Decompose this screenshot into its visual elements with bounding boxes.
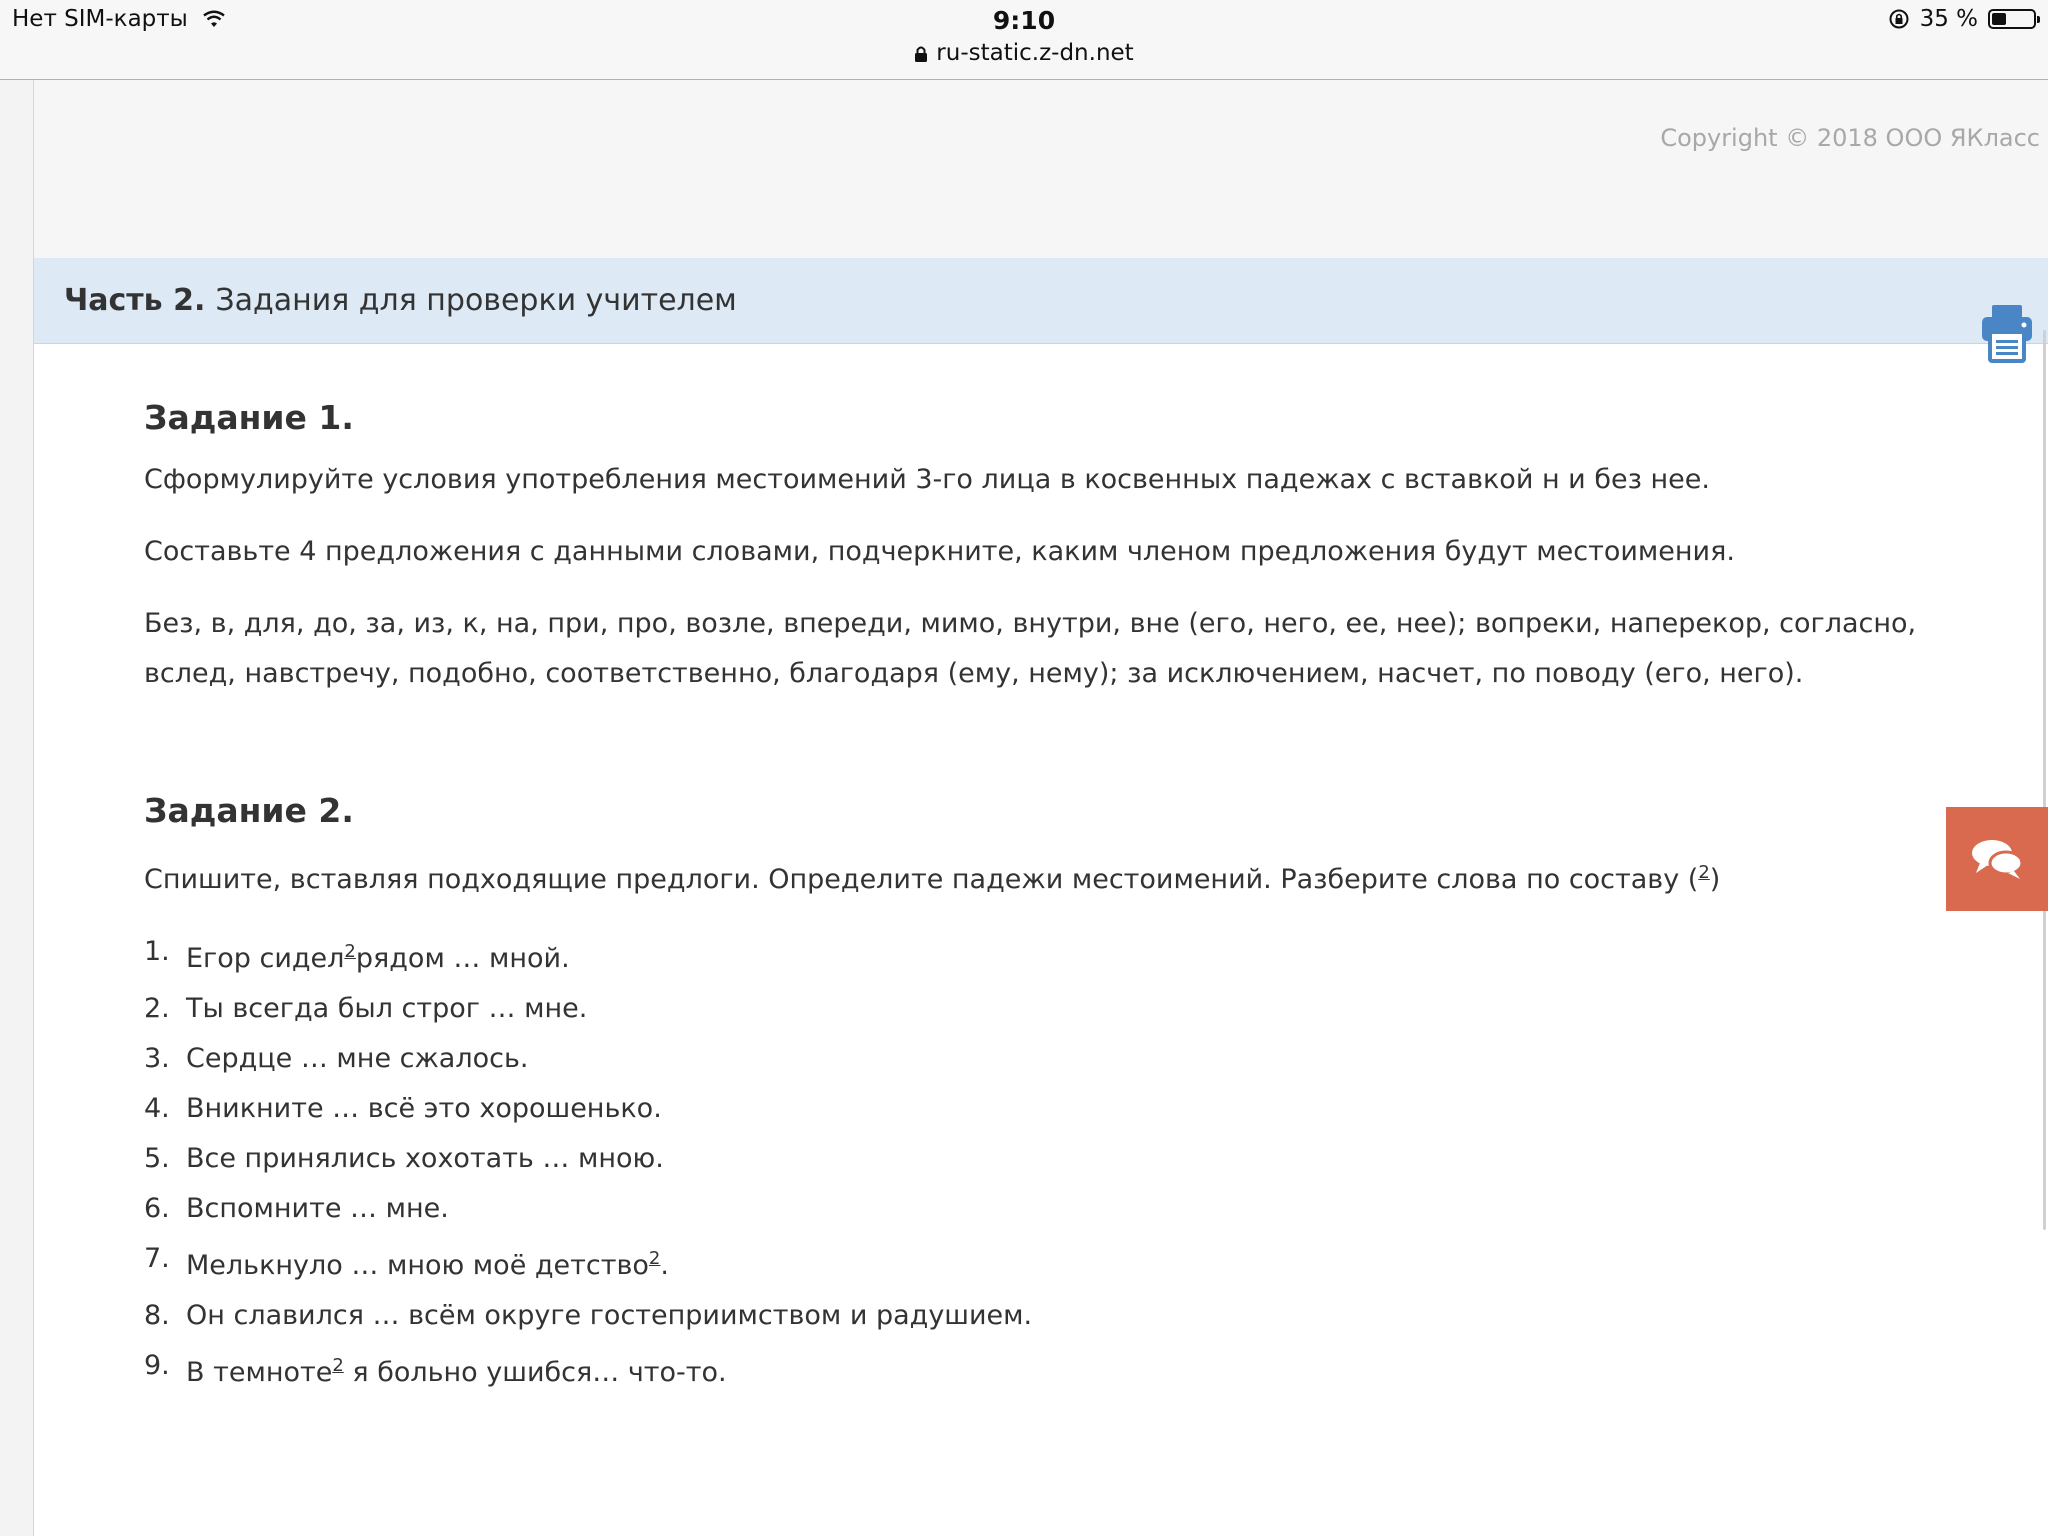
list-item-text: Егор сидел bbox=[186, 943, 345, 974]
battery-status bbox=[1888, 6, 2036, 32]
task1-title: Задание 1. bbox=[144, 398, 354, 437]
list-item-text: рядом … мной. bbox=[355, 943, 570, 974]
part-label: Часть 2. bbox=[64, 283, 206, 318]
address-bar[interactable] bbox=[0, 40, 2048, 66]
list-item bbox=[144, 1084, 1934, 1134]
task1-paragraph-1: Сформулируйте условия употребления местоимений 3-го лица в косвенных падежах с вставкой н и без нее. bbox=[144, 464, 1710, 495]
exercise-list bbox=[144, 927, 1934, 1398]
page-content bbox=[34, 80, 2048, 1536]
list-item-number: 4. bbox=[144, 1093, 170, 1124]
footnote-link[interactable]: 2 bbox=[332, 1355, 344, 1376]
copyright: Copyright © 2018 ООО ЯКласс bbox=[1660, 124, 2040, 152]
list-item bbox=[144, 1034, 1934, 1084]
orientation-lock-icon bbox=[1888, 8, 1910, 30]
footnote-link[interactable]: 2 bbox=[1698, 862, 1710, 883]
print-icon bbox=[1980, 302, 2034, 364]
list-item-number: 9. bbox=[144, 1350, 170, 1381]
footnote-link[interactable]: 2 bbox=[344, 941, 356, 962]
list-item-text: Ты всегда был строг … мне. bbox=[186, 993, 588, 1024]
list-item-text: . bbox=[660, 1250, 669, 1281]
chat-icon bbox=[1970, 837, 2024, 881]
list-item bbox=[144, 1184, 1934, 1234]
list-item-number: 8. bbox=[144, 1300, 170, 1331]
footnote-link[interactable]: 2 bbox=[648, 1248, 661, 1269]
list-item-text: В темноте bbox=[186, 1357, 333, 1388]
part-title: Задания для проверки учителем bbox=[215, 283, 737, 318]
print-button[interactable] bbox=[1980, 302, 2034, 364]
task2-intro bbox=[144, 848, 1934, 905]
list-item bbox=[144, 984, 1934, 1034]
status-bar bbox=[0, 0, 2048, 80]
list-item bbox=[144, 927, 1934, 984]
list-item-number: 5. bbox=[144, 1143, 170, 1174]
list-item-text: Мелькнуло … мною моё детство bbox=[186, 1250, 649, 1281]
list-item bbox=[144, 1234, 1934, 1291]
task2-intro-end: ) bbox=[1709, 864, 1721, 895]
list-item-number: 2. bbox=[144, 993, 170, 1024]
task2-intro-text: Спишите, вставляя подходящие предлоги. Определите падежи местоимений. Разберите слова по составу ( bbox=[144, 864, 1699, 895]
task1-paragraph-3: Без, в, для, до, за, из, к, на, при, про, возле, впереди, мимо, внутри, вне (его, него, ее, нее); вопреки, наперекор, согласно, вслед, навстречу, подобно, соответственно, благодаря (ему, нему); за исключением, насчет, по поводу (его, него). bbox=[144, 608, 1917, 689]
list-item-text: Вспомните … мне. bbox=[186, 1193, 449, 1224]
battery-icon bbox=[1988, 9, 2036, 29]
list-item-number: 3. bbox=[144, 1043, 170, 1074]
list-item-text: Вникните … всё это хорошенько. bbox=[186, 1093, 662, 1124]
list-item-text: Он славился … всём округе гостеприимством и радушием. bbox=[186, 1300, 1033, 1331]
carrier-label: Нет SIM-карты bbox=[12, 6, 188, 32]
url-text: ru-static.z-dn.net bbox=[936, 40, 1134, 66]
previous-page-footer bbox=[34, 80, 2048, 258]
tasks-content bbox=[144, 398, 1934, 1398]
part-header bbox=[34, 258, 2048, 344]
list-item-number: 6. bbox=[144, 1193, 170, 1224]
task2-title: Задание 2. bbox=[144, 791, 354, 830]
chat-button[interactable] bbox=[1946, 807, 2048, 911]
list-item-text: я больно ушибся… что-то. bbox=[343, 1357, 727, 1388]
scrollbar[interactable] bbox=[2043, 330, 2046, 1230]
left-rail bbox=[0, 80, 34, 1536]
list-item-text: Сердце … мне сжалось. bbox=[186, 1043, 529, 1074]
list-item bbox=[144, 1134, 1934, 1184]
clock: 9:10 bbox=[992, 6, 1056, 35]
list-item bbox=[144, 1291, 1934, 1341]
task1-paragraph-2: Составьте 4 предложения с данными словами, подчеркните, каким членом предложения будут местоимения. bbox=[144, 536, 1735, 567]
battery-percent: 35 % bbox=[1919, 6, 1978, 32]
list-item-number: 1. bbox=[144, 936, 170, 967]
list-item bbox=[144, 1341, 1934, 1398]
list-item-text: Все принялись хохотать … мною. bbox=[186, 1143, 664, 1174]
lock-icon bbox=[914, 45, 928, 63]
list-item-number: 7. bbox=[144, 1243, 170, 1274]
